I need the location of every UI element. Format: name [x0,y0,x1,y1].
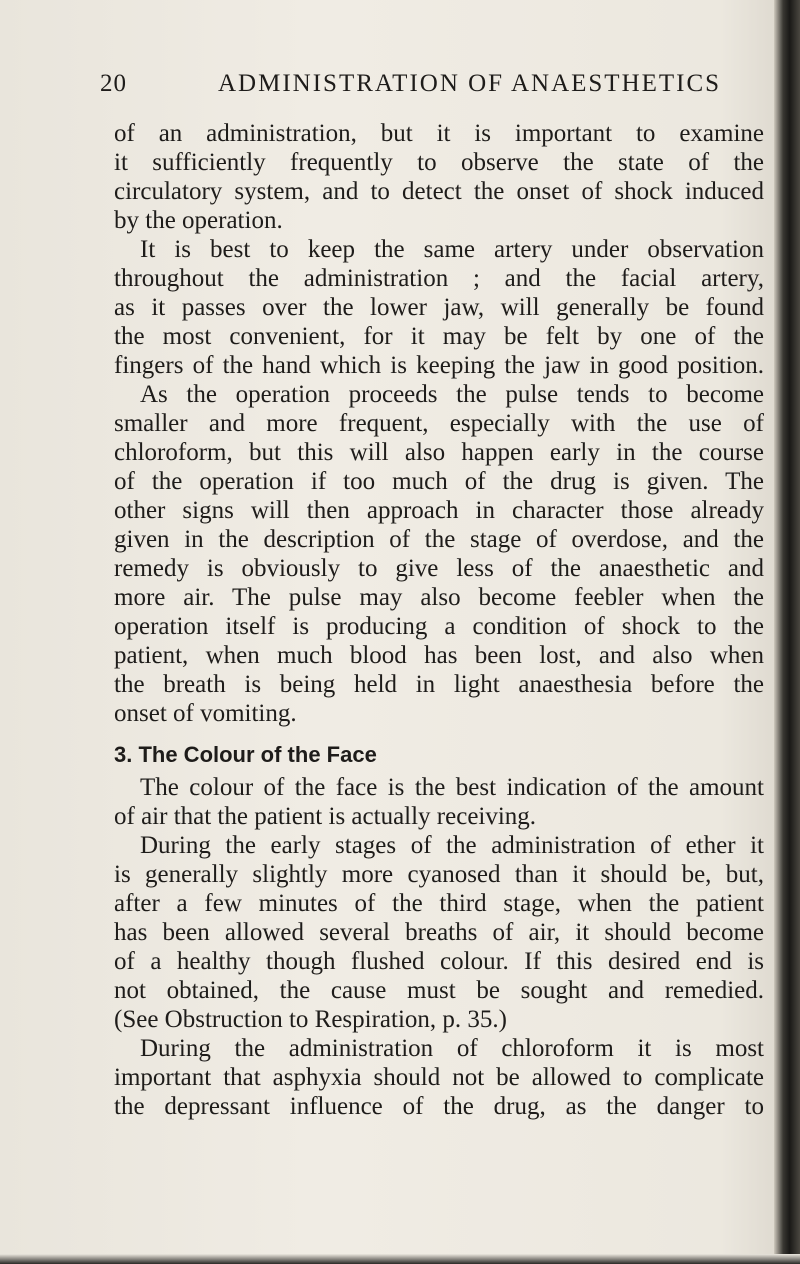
text-line: circulatory system, and to detect the onset of shock induced [114,178,764,205]
text-line: It is best to keep the same artery under observation [140,236,764,263]
text-line: (See Obstruction to Respiration, p. 35.) [114,1006,507,1033]
text-line: of the operation if too much of the drug is given. The [114,468,764,495]
text-line: more air. The pulse may also become feebler when the [114,584,764,611]
text-line: other signs will then approach in character those already [114,497,764,524]
text-line: the depressant influence of the drug, as the danger to [114,1093,764,1120]
text-line: During the early stages of the administration of ether it [140,832,764,859]
text-line: throughout the administration ; and the facial artery, [114,265,764,292]
text-line: it sufficiently frequently to observe the state of the [114,149,764,176]
text-line: fingers of the hand which is keeping the jaw in good position. [114,352,764,379]
book-spine-edge [774,0,800,1264]
running-head: ADMINISTRATION OF ANAESTHETICS [218,70,722,97]
text-line: of an administration, but it is important to examine [114,120,764,147]
text-line: the breath is being held in light anaesthesia before the [114,671,764,698]
text-line: of a healthy though flushed colour. If this desired end is [114,948,764,975]
text-line: as it passes over the lower jaw, will generally be found [114,294,764,321]
page-header [100,70,760,102]
text-line: important that asphyxia should not be allowed to complicate [114,1064,764,1091]
text-line: is generally slightly more cyanosed than it should be, but, [114,861,764,888]
text-line: As the operation proceeds the pulse tends to become [140,381,764,408]
text-line: the most convenient, for it may be felt by one of the [114,323,764,350]
text-line: by the operation. [114,207,283,234]
text-line: operation itself is producing a condition of shock to the [114,613,764,640]
page-bottom-edge [0,1254,800,1264]
text-line: after a few minutes of the third stage, when the patient [114,890,764,917]
text-line: During the administration of chloroform it is most [140,1035,764,1062]
text-line: of air that the patient is actually receiving. [114,803,537,830]
text-line: patient, when much blood has been lost, and also when [114,642,764,669]
text-line: onset of vomiting. [114,700,297,727]
text-line: not obtained, the cause must be sought and remedied. [114,977,764,1004]
text-line: chloroform, but this will also happen early in the course [114,439,764,466]
text-line: remedy is obviously to give less of the anaesthetic and [114,555,764,582]
page-number: 20 [100,70,127,97]
section-heading: 3. The Colour of the Face [114,742,377,767]
text-line: has been allowed several breaths of air, it should become [114,919,764,946]
text-line: smaller and more frequent, especially with the use of [114,410,764,437]
text-line: given in the description of the stage of overdose, and the [114,526,764,553]
text-line: The colour of the face is the best indication of the amount [140,774,764,801]
